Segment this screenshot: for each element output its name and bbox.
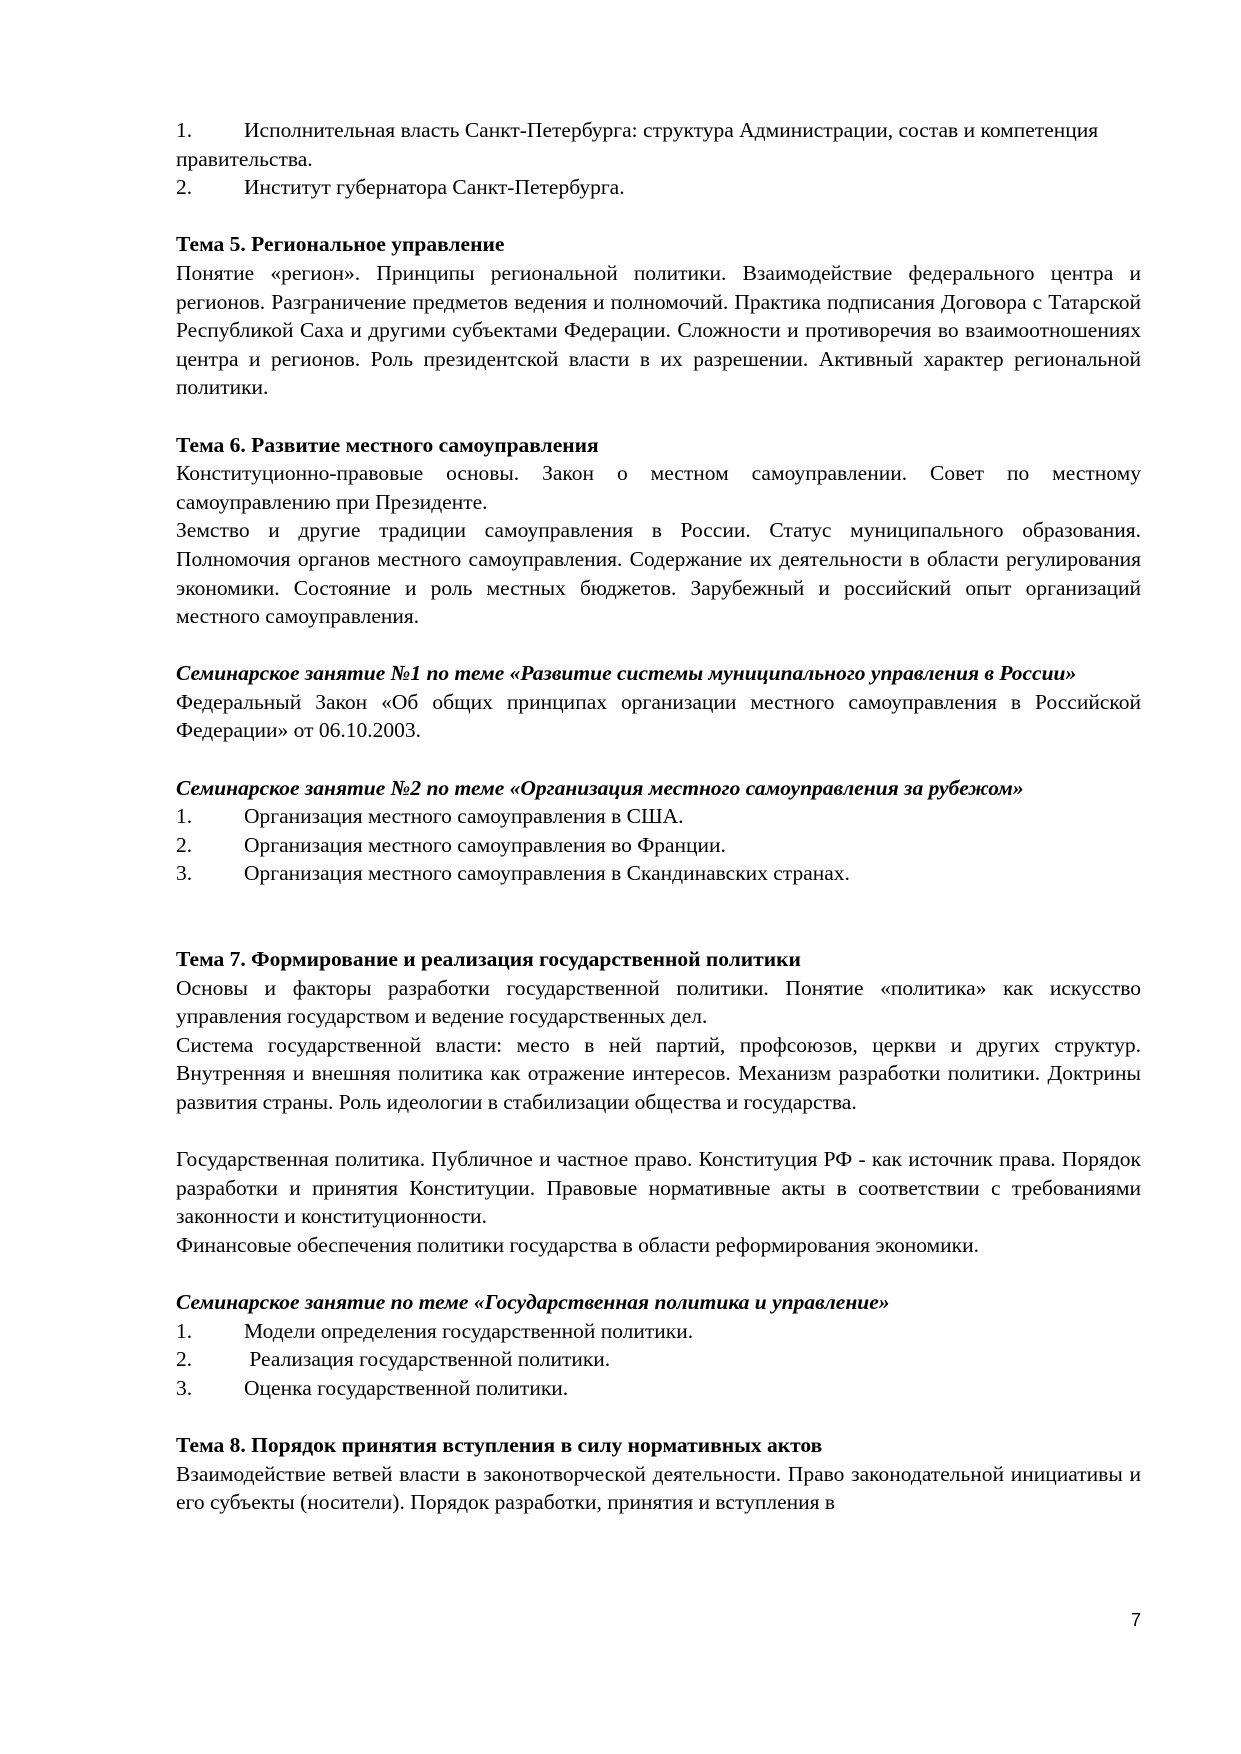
list-item (176, 1317, 1141, 1346)
topic5-paragraph: Понятие «регион». Принципы региональной политики. Взаимодействие федерального центра и регионов. Разграничение предметов ведения и полномочий. Практика подписания Договора с Татарской Республикой Саха и другими субъектами Федерации. Сложности и противоречия во взаимоотношениях центра и регионов. Роль президентской власти в их разрешении. Активный характер региональной политики. (176, 260, 1141, 400)
list-number: 2. (176, 1347, 193, 1372)
topic8-paragraph: Взаимодействие ветвей власти в законотворческой деятельности. Право законодательной инициативы и его субъекты (носители). Порядок разработки, принятия и вступления в (176, 1461, 1141, 1515)
topic6-heading: Тема 6. Развитие местного самоуправления (176, 432, 599, 457)
topic8-heading: Тема 8. Порядок принятия вступления в силу нормативных актов (176, 1433, 823, 1458)
list-item (176, 173, 1141, 202)
topic5-heading: Тема 5. Региональное управление (176, 232, 505, 257)
list-number: 1. (176, 804, 193, 829)
list-text: Реализация государственной политики. (244, 1347, 611, 1372)
list-text: Организация местного самоуправления в Скандинавских странах. (244, 861, 850, 886)
page-content (176, 116, 1141, 1517)
list-text: Институт губернатора Санкт-Петербурга. (244, 175, 625, 200)
list-item (176, 1374, 1141, 1403)
seminar3-heading: Семинарское занятие по теме «Государственная политика и управление» (176, 1290, 890, 1315)
list-text: Исполнительная власть Санкт-Петербурга: структура Администрации, состав и компетенция правительства. (176, 118, 1099, 171)
list-number: 1. (176, 1318, 193, 1343)
topic7-paragraph-3: Государственная политика. Публичное и частное право. Конституция РФ - как источник права. Порядок разработки и принятия Конституции. Правовые нормативные акты в соответствии с требованиями законности и конституционности. (176, 1147, 1141, 1229)
list-number: 2. (176, 832, 193, 857)
page-number: 7 (1130, 1610, 1141, 1630)
list-number: 1. (176, 118, 193, 142)
list-item (176, 859, 1141, 888)
topic6-paragraph-1: Конституционно-правовые основы. Закон о местном самоуправлении. Совет по местному самоуправлению при Президенте. (176, 461, 1141, 514)
list-number: 3. (176, 1375, 193, 1400)
list-number: 2. (176, 175, 193, 200)
list-number: 3. (176, 861, 193, 886)
list-item (176, 116, 1141, 173)
list-text: Оценка государственной политики. (244, 1375, 569, 1400)
topic7-paragraph-4: Финансовые обеспечения политики государства в области реформирования экономики. (176, 1232, 979, 1257)
topic6-paragraph-2: Земство и другие традиции самоуправления в России. Статус муниципального образования. Полномочия органов местного самоуправления. Содержание их деятельности в области регулирования экономики. Состояние и роль местных бюджетов. Зарубежный и российский опыт организаций местного самоуправления. (176, 518, 1141, 629)
seminar1-heading: Семинарское занятие №1 по теме «Развитие системы муниципального управления в России» (176, 661, 1077, 686)
seminar2-heading: Семинарское занятие №2 по теме «Организация местного самоуправления за рубежом» (176, 775, 1024, 800)
topic7-paragraph-1: Основы и факторы разработки государственной политики. Понятие «политика» как искусство управления государством и ведение государственных дел. (176, 975, 1141, 1029)
topic7-paragraph-2: Система государственной власти: место в ней партий, профсоюзов, церкви и других структур. Внутренняя и внешняя политика как отражение интересов. Механизм разработки политики. Доктрины развития страны. Роль идеологии в стабилизации общества и государства. (176, 1032, 1141, 1114)
list-text: Организация местного самоуправления во Франции. (244, 832, 726, 857)
list-item (176, 1345, 1141, 1374)
list-text: Модели определения государственной политики. (244, 1318, 694, 1343)
list-item (176, 802, 1141, 831)
list-text: Организация местного самоуправления в США. (244, 804, 684, 829)
topic7-heading: Тема 7. Формирование и реализация государственной политики (176, 947, 801, 972)
seminar1-paragraph: Федеральный Закон «Об общих принципах организации местного самоуправления в Российской Федерации» от 06.10.2003. (176, 689, 1141, 743)
list-item (176, 831, 1141, 860)
